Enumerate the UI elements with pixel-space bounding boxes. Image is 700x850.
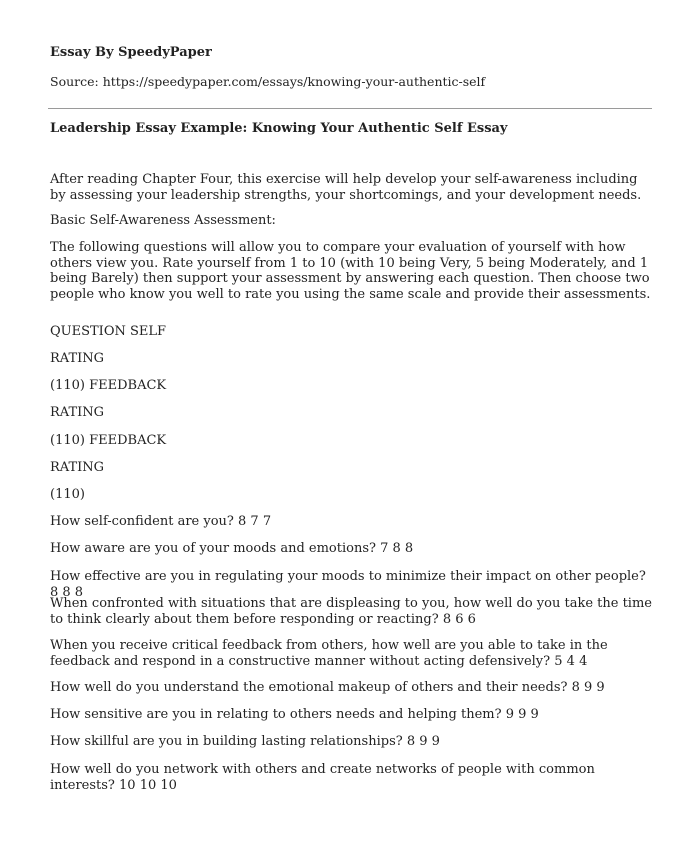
instructions-paragraph: The following questions will allow you to compare your evaluation of yourself with how others view you. Rate yourself from 1 to 10 (with 10 being Very, 5 being Moderately, and 1 being Barely) then support your assessment by answering each question. Then choose two people who know you well to rate you using the same scale and provide their assessments. — [50, 240, 651, 302]
header-divider — [48, 108, 652, 109]
question-row: When you receive critical feedback from others, how well are you able to take in the feedback and respond in a constructive manner without acting defensively? 5 4 4 — [50, 638, 608, 669]
table-header-line: RATING — [50, 405, 105, 420]
essay-title: Leadership Essay Example: Knowing Your Authentic Self Essay — [50, 121, 508, 136]
document-header-title: Essay By SpeedyPaper — [50, 45, 212, 60]
question-row: How skillful are you in building lasting relationships? 8 9 9 — [50, 734, 440, 749]
question-row: When confronted with situations that are displeasing to you, how well do you take the time to think clearly about them before responding or reacting? 8 6 6 — [50, 596, 652, 627]
question-row: How effective are you in regulating your moods to minimize their impact on other people? 8 8 8 — [50, 569, 646, 600]
section-heading: Basic Self-Awareness Assessment: — [50, 213, 276, 228]
question-row: How well do you network with others and create networks of people with common interests? 10 10 10 — [50, 762, 595, 793]
question-row: How sensitive are you in relating to others needs and helping them? 9 9 9 — [50, 707, 539, 722]
table-header-line: (110) — [50, 487, 85, 502]
question-row: How aware are you of your moods and emotions? 7 8 8 — [50, 541, 414, 556]
document-source-line: Source: https://speedypaper.com/essays/knowing-your-authentic-self — [50, 74, 486, 89]
table-header-line: RATING — [50, 460, 105, 475]
table-header-line: QUESTION SELF — [50, 324, 167, 339]
table-header-line: RATING — [50, 351, 105, 366]
question-row: How self-confident are you? 8 7 7 — [50, 514, 272, 529]
table-header-line: (110) FEEDBACK — [50, 433, 167, 448]
question-row: How well do you understand the emotional makeup of others and their needs? 8 9 9 — [50, 680, 605, 695]
intro-paragraph: After reading Chapter Four, this exercise will help develop your self-awareness including by assessing your leadership strengths, your shortcomings, and your development needs. — [50, 172, 642, 203]
table-header-line: (110) FEEDBACK — [50, 378, 167, 393]
